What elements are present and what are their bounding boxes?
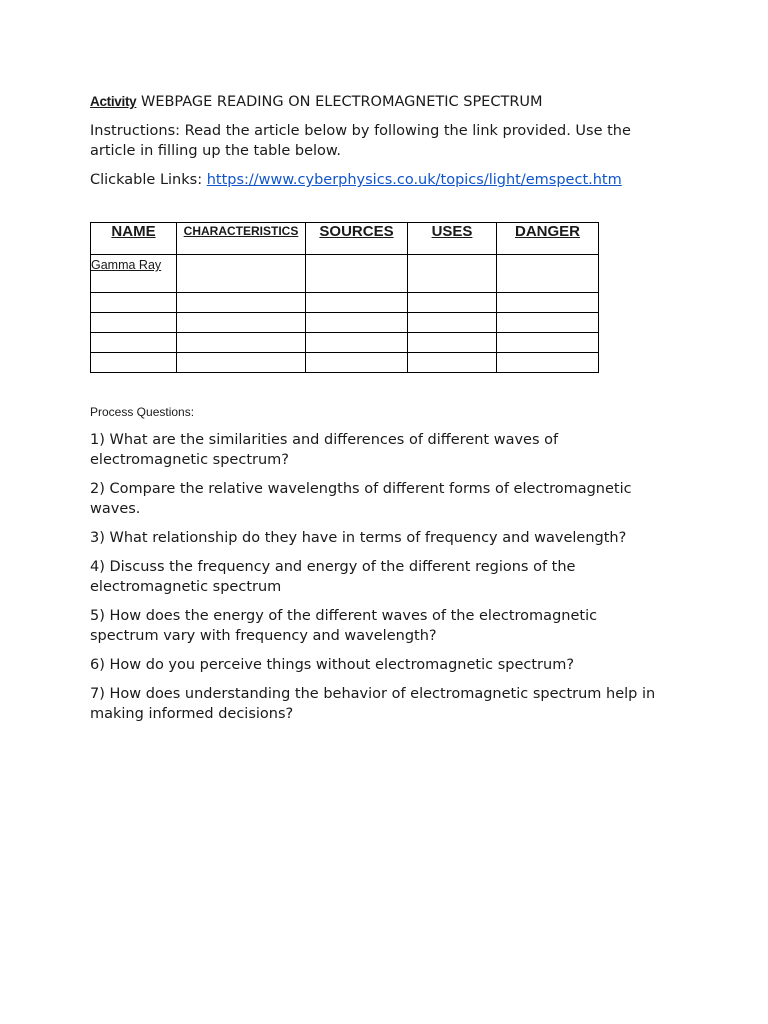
table-cell[interactable] (306, 333, 408, 353)
question-5: 5) How does the energy of the different waves of the electromagnetic spectrum vary with frequency and wavelength? (90, 608, 598, 644)
table-row (91, 333, 599, 353)
cell-text-gamma-ray: Gamma Ray (91, 258, 162, 272)
header-sources: SOURCES (306, 223, 408, 255)
header-characteristics: CHARACTERISTICS (177, 223, 306, 255)
table-cell[interactable] (177, 293, 306, 313)
table-row (91, 353, 599, 373)
table-row (91, 293, 599, 313)
table-cell[interactable] (497, 255, 599, 293)
table-cell[interactable] (497, 313, 599, 333)
links-line (90, 170, 670, 190)
table-cell[interactable] (177, 333, 306, 353)
header-danger: DANGER (497, 223, 599, 255)
table-cell-name[interactable] (91, 255, 177, 293)
table-cell[interactable] (91, 313, 177, 333)
question-2: 2) Compare the relative wavelengths of different forms of electromagnetic waves. (90, 481, 632, 517)
table-cell[interactable] (177, 353, 306, 373)
table-cell[interactable] (497, 333, 599, 353)
links-label: Clickable Links: (90, 172, 207, 188)
activity-label: Activity (90, 94, 137, 109)
table-cell[interactable] (408, 255, 497, 293)
table-cell[interactable] (497, 353, 599, 373)
table-cell[interactable] (408, 293, 497, 313)
table-cell[interactable] (91, 293, 177, 313)
question-7: 7) How does understanding the behavior of electromagnetic spectrum help in making informed decisions? (90, 686, 656, 722)
table-cell[interactable] (91, 333, 177, 353)
document-page (90, 92, 670, 733)
table-cell[interactable] (408, 313, 497, 333)
table-row (91, 255, 599, 293)
process-questions-label: Process Questions: (90, 405, 195, 419)
cyberphysics-link[interactable]: https://www.cyberphysics.co.uk/topics/light/emspect.htm (206, 172, 622, 188)
table-cell[interactable] (408, 353, 497, 373)
table-cell[interactable] (177, 313, 306, 333)
header-name: NAME (91, 223, 177, 255)
table-cell[interactable] (91, 353, 177, 373)
question-1: 1) What are the similarities and differences of different waves of electromagnetic spectrum? (90, 432, 559, 468)
table-row (91, 313, 599, 333)
table-cell[interactable] (306, 255, 408, 293)
table-cell[interactable] (306, 293, 408, 313)
table-cell[interactable] (177, 255, 306, 293)
table-cell[interactable] (408, 333, 497, 353)
question-3: 3) What relationship do they have in terms of frequency and wavelength? (90, 530, 627, 546)
table-cell[interactable] (497, 293, 599, 313)
instructions-text: Instructions: Read the article below by following the link provided. Use the article in filling up the table below. (90, 123, 631, 159)
activity-title-text: WEBPAGE READING ON ELECTROMAGNETIC SPECTRUM (136, 94, 543, 110)
table-header-row (91, 223, 599, 255)
table-cell[interactable] (306, 313, 408, 333)
question-4: 4) Discuss the frequency and energy of the different regions of the electromagnetic spectrum (90, 559, 576, 595)
header-uses: USES (408, 223, 497, 255)
table-cell[interactable] (306, 353, 408, 373)
activity-title (90, 92, 670, 112)
spectrum-table (90, 222, 599, 373)
question-6: 6) How do you perceive things without electromagnetic spectrum? (90, 657, 575, 673)
